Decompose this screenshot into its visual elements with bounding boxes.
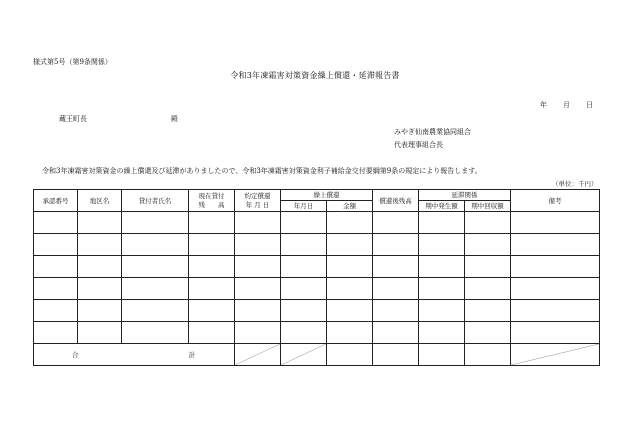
table-cell[interactable] (235, 300, 281, 322)
header-scheduled-repayment (235, 190, 281, 212)
table-cell[interactable] (34, 300, 78, 322)
table-cell[interactable] (419, 212, 465, 234)
table-cell[interactable] (78, 322, 122, 344)
table-cell[interactable] (465, 256, 511, 278)
table-cell[interactable] (189, 256, 235, 278)
table-cell[interactable] (281, 300, 327, 322)
table-cell[interactable] (189, 212, 235, 234)
table-cell[interactable] (122, 234, 189, 256)
table-cell[interactable] (373, 212, 419, 234)
table-cell[interactable] (327, 278, 373, 300)
table-row (34, 322, 600, 344)
diagonal-slash (511, 344, 599, 365)
total-early-date-cell (281, 344, 327, 366)
header-balance-line1: 現在貸付 (198, 191, 225, 200)
total-scheduled-cell (235, 344, 281, 366)
header-scheduled-line2: 年 月 日 (245, 200, 270, 209)
date-day: 日 (586, 101, 593, 109)
table-cell[interactable] (373, 234, 419, 256)
table-cell[interactable] (281, 234, 327, 256)
table-cell[interactable] (78, 278, 122, 300)
table-cell[interactable] (327, 256, 373, 278)
table-cell[interactable] (465, 300, 511, 322)
addressee: 蔵王町長 (59, 115, 87, 123)
table-cell[interactable] (373, 322, 419, 344)
table-cell[interactable] (511, 278, 600, 300)
table-cell[interactable] (465, 322, 511, 344)
body-text: 令和3年凍霜害対策資金の繰上償還及び延滞がありましたので、令和3年凍霜害対策資金利子補給金交付要綱第9条の規定により報告します。 (42, 167, 482, 175)
unit-label: （単位：千円） (552, 180, 598, 188)
table-cell[interactable] (419, 256, 465, 278)
table-cell[interactable] (327, 234, 373, 256)
header-delinquency-collected: 期中回収額 (465, 201, 511, 212)
table-row (34, 278, 600, 300)
table-cell[interactable] (327, 212, 373, 234)
table-cell[interactable] (78, 212, 122, 234)
table-cell[interactable] (373, 256, 419, 278)
header-post-balance: 償還後残高 (373, 190, 419, 212)
sender-organization: みやぎ仙南農業協同組合 (394, 128, 471, 136)
table-cell[interactable] (281, 322, 327, 344)
table-row (34, 256, 600, 278)
table-cell[interactable] (122, 278, 189, 300)
table-cell[interactable] (235, 234, 281, 256)
table-cell[interactable] (419, 300, 465, 322)
table-cell[interactable] (122, 212, 189, 234)
table-cell[interactable] (327, 322, 373, 344)
table-cell[interactable] (419, 322, 465, 344)
table-cell[interactable] (281, 256, 327, 278)
table-cell[interactable] (34, 212, 78, 234)
header-balance-line2: 残 高 (198, 200, 225, 209)
table-cell[interactable] (189, 234, 235, 256)
table-cell[interactable] (419, 234, 465, 256)
date-year: 年 (540, 101, 547, 109)
table-cell[interactable] (465, 212, 511, 234)
table-cell[interactable] (511, 300, 600, 322)
table-cell[interactable] (189, 322, 235, 344)
table-cell[interactable] (122, 256, 189, 278)
header-district: 地区名 (78, 190, 122, 212)
table-cell[interactable] (189, 278, 235, 300)
table-cell[interactable] (511, 212, 600, 234)
sender-representative: 代表理事組合長 (394, 141, 443, 149)
total-post-balance-cell[interactable] (373, 344, 419, 366)
header-early-repayment: 繰上償還 (281, 190, 373, 201)
header-approval-no: 承認番号 (34, 190, 78, 212)
table-cell[interactable] (327, 300, 373, 322)
date-line (540, 100, 593, 110)
table-cell[interactable] (373, 278, 419, 300)
date-month: 月 (563, 101, 570, 109)
table-cell[interactable] (34, 278, 78, 300)
table-cell[interactable] (281, 212, 327, 234)
header-borrower: 貸付者氏名 (122, 190, 189, 212)
table-row (34, 234, 600, 256)
table-cell[interactable] (235, 322, 281, 344)
table-cell[interactable] (78, 234, 122, 256)
total-row (34, 344, 600, 366)
header-early-date: 年月日 (281, 201, 327, 212)
table-cell[interactable] (281, 278, 327, 300)
table-cell[interactable] (373, 300, 419, 322)
honorific: 殿 (171, 115, 178, 123)
table-cell[interactable] (235, 256, 281, 278)
total-delinquency-collected-cell[interactable] (465, 344, 511, 366)
header-delinquency-occurred: 期中発生額 (419, 201, 465, 212)
header-remarks: 備考 (511, 190, 600, 212)
total-label-2: 計 (188, 350, 196, 359)
total-early-amount-cell[interactable] (327, 344, 373, 366)
table-cell[interactable] (511, 322, 600, 344)
table-cell[interactable] (511, 256, 600, 278)
header-scheduled-line1: 約定償還 (244, 191, 271, 200)
total-delinquency-occurred-cell[interactable] (419, 344, 465, 366)
table-cell[interactable] (235, 278, 281, 300)
table-cell[interactable] (34, 322, 78, 344)
table-cell[interactable] (122, 300, 189, 322)
header-current-balance (189, 190, 235, 212)
table-cell[interactable] (122, 322, 189, 344)
table-cell[interactable] (34, 234, 78, 256)
table-cell[interactable] (465, 278, 511, 300)
total-label-cell (34, 344, 235, 366)
total-remarks-cell (511, 344, 600, 366)
table-cell[interactable] (419, 278, 465, 300)
table-cell[interactable] (235, 212, 281, 234)
document-title: 令和3年凍霜害対策資金繰上償還・延滞報告書 (230, 71, 400, 80)
diagonal-slash (281, 344, 326, 365)
table-cell[interactable] (78, 256, 122, 278)
table-row (34, 212, 600, 234)
table-cell[interactable] (189, 300, 235, 322)
table-cell[interactable] (511, 234, 600, 256)
total-label-1: 合 (72, 350, 79, 359)
header-early-amount: 金額 (327, 201, 373, 212)
table-row (34, 300, 600, 322)
report-table (33, 189, 600, 366)
diagonal-slash (235, 344, 280, 365)
header-delinquency: 延滞関係 (419, 190, 511, 201)
table-cell[interactable] (78, 300, 122, 322)
header-row-1 (34, 190, 600, 201)
table-cell[interactable] (34, 256, 78, 278)
form-number: 様式第5号（第9条関係） (33, 58, 112, 66)
table-cell[interactable] (465, 234, 511, 256)
